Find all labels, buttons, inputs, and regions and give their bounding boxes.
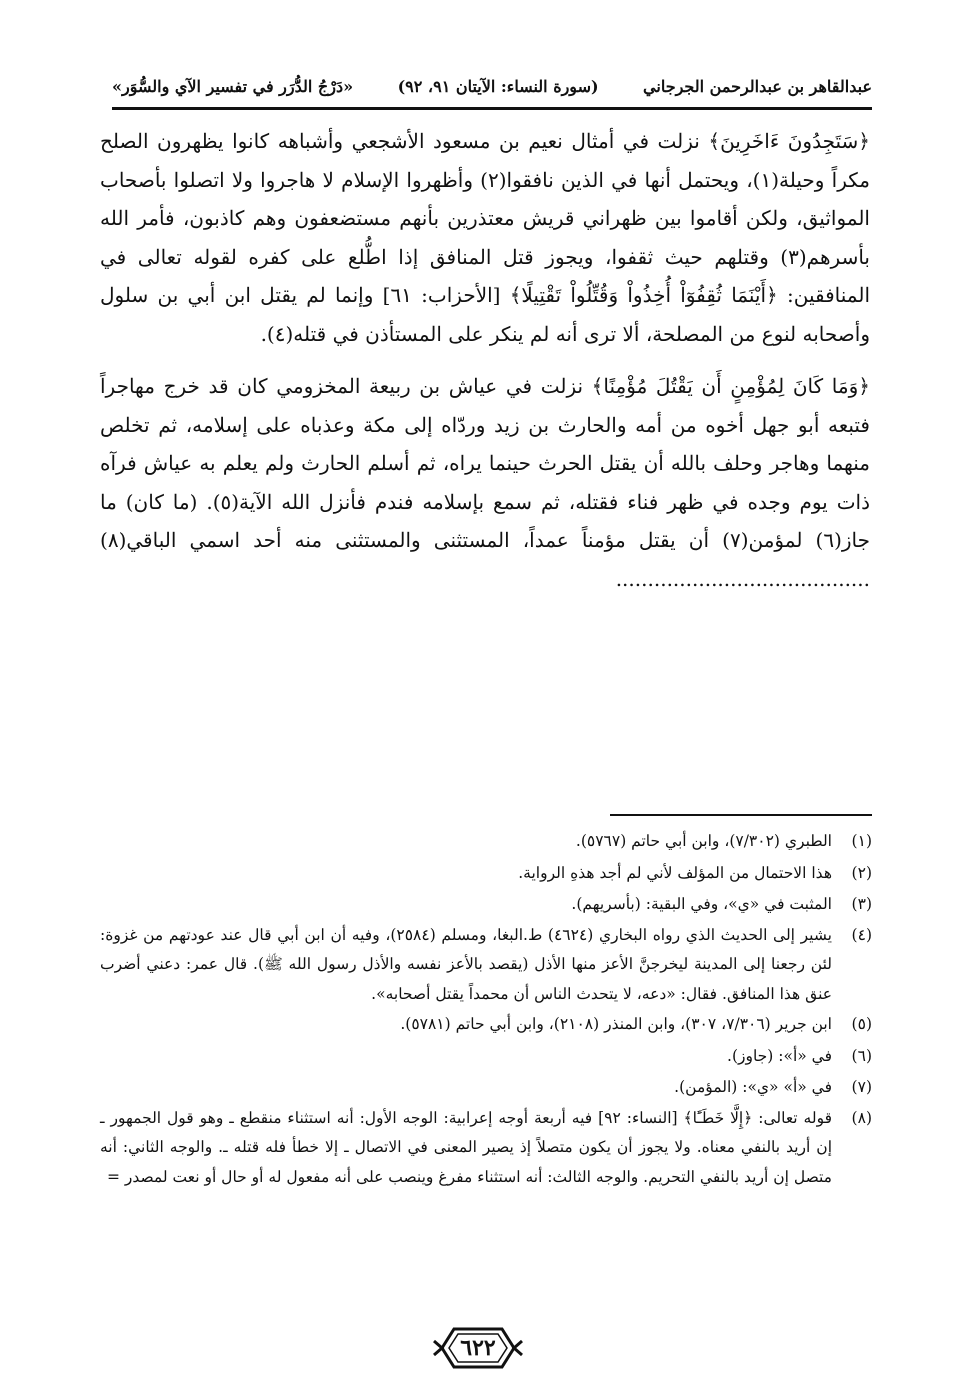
header-divider xyxy=(112,107,872,110)
paragraph: ﴿سَتَجِدُونَ ءَاخَرِينَ﴾ نزلت في أمثال نعيم بن مسعود الأشجعي وأشباهه كانوا يظهرون الصلح مكراً وحيلة(١)، ويحتمل أنها في الذين نافقوا(٢) وأظهروا الإسلام لا هاجروا ولا اتصلوا بأصحاب المواثيق، ولكن أقاموا بين ظهراني قريش معتذرين بأنهم مستضعفون وهم كاذبون، فأمر الله بأسرهم(٣) وقتلهم حيث ثقفوا، ويجوز قتل المنافق إذا اطُّلع على كفره لقوله تعالى في المنافقين: ﴿أَيْنَمَا ثُقِفُوٓاْ أُخِذُواْ وَقُتِّلُواْ تَقْتِيلًا﴾ [الأحزاب: ٦١] وإنما لم يقتل ابن أبي بن سلول وأصحابه لنوع من المصلحة، ألا ترى أنه لم ينكر على المستأذن في قتله(٤). xyxy=(100,129,870,346)
main-text xyxy=(100,122,870,598)
footnote-text: يشير إلى الحديث الذي رواه البخاري (٤٦٢٤) ط.البغا، ومسلم (٢٥٨٤)، وفيه أن ابن أبي قال عند عودتهم من غزوة: لئن رجعنا إلى المدينة ليخرجنَّ الأعز منها الأذل (يقصد بالأعز نفسه والأذل رسول الله ﷺ). قال عمر: دعني أضرب عنق هذا المنافق. فقال: «دعه، لا يتحدث الناس أن محمداً يقتل أصحابه». xyxy=(100,925,832,1003)
footnote-number: (١) xyxy=(851,832,872,850)
footnote-item xyxy=(100,1072,872,1104)
footnote-number: (٦) xyxy=(851,1046,872,1065)
footnote-item xyxy=(100,921,872,1010)
header-surah-verses: (سورة النساء: الآيتان ٩١، ٩٢) xyxy=(397,76,599,96)
header-author: عبدالقاهر بن عبدالرحمن الجرجاني xyxy=(643,76,872,96)
footnote-number: (٣) xyxy=(851,895,872,913)
footnote-text: ابن جرير (٧/٣٠٦، ٣٠٧)، وابن المنذر (٢١٠٨)، وابن أبي حاتم (٥٧٨١). xyxy=(400,1015,832,1033)
footnote-item xyxy=(100,889,872,921)
footnote-text: قوله تعالى: ﴿إِلَّا خَطَـًٔا﴾ [النساء: ٩٢] فيه أربعة أوجه إعرابية: الوجه الأول: أنه استثناء منقطع ـ وهو قول الجمهور ـ إن أريد بالنفي معناه. ولا يجوز أن يكون متصلاً إذ يصير المعنى في الاتصال ـ إلا خطأ فله قتله ـ. والوجه الثاني: أنه متصل إن أريد بالنفي التحريم. والوجه الثالث: أنه استثناء مفرغ وينصب على أنه مفعول له أو حال أو نعت لمصدر = xyxy=(100,1108,832,1186)
footnote-number: (٤) xyxy=(851,925,872,944)
footnote-divider xyxy=(610,814,872,816)
footnote-number: (٥) xyxy=(851,1015,872,1033)
footnotes xyxy=(100,826,872,1192)
running-header xyxy=(112,66,872,106)
page-number-ornament xyxy=(432,1323,524,1373)
footnote-text: الطبري (٧/٣٠٢)، وابن أبي حاتم (٥٧٦٧). xyxy=(575,832,832,850)
footnote-text: في «أ»: (جاوز). xyxy=(727,1046,832,1065)
footnote-item xyxy=(100,858,872,890)
footnote-item xyxy=(100,1104,872,1193)
footnote-number: (٨) xyxy=(851,1108,872,1127)
footnote-text: في «أ» «ي»: (المؤمن). xyxy=(674,1078,832,1096)
header-book-title: «دَرْجُ الدُّرَر في تفسير الآي والسُّوَر» xyxy=(112,76,354,96)
page-number: ٦٢٢ xyxy=(460,1335,496,1361)
footnote-item xyxy=(100,826,872,858)
footnote-item xyxy=(100,1009,872,1041)
footnote-number: (٢) xyxy=(851,863,872,882)
paragraph: ﴿وَمَا كَانَ لِمُؤْمِنٍ أَن يَقْتُلَ مُؤْمِنًا﴾ نزلت في عياش بن ربيعة المخزومي كان قد خرج مهاجراً فتبعه أبو جهل أخوه من أمه والحارث بن زيد وردّاه إلى مكة وعذباه على إسلامه، ثم تخلص منهما وهاجر وحلف بالله أن يقتل الحرث حينما يراه، ثم أسلم الحارث ولم يعلم به عياش فرآه ذات يوم وجده في ظهر فناء فقتله، ثم سمع بإسلامه فندم فأنزل الله الآية(٥). (ما كان) ما جاز(٦) لمؤمن(٧) أن يقتل مؤمناً عمداً، المستثنى والمستثنى منه أحد اسمي الباقي(٨) ........................................ xyxy=(100,374,870,591)
footnote-text: هذا الاحتمال من المؤلف لأني لم أجد هذهِ الرواية. xyxy=(518,863,832,882)
footnote-item xyxy=(100,1041,872,1073)
footnote-number: (٧) xyxy=(851,1078,872,1096)
footnote-text: المثبت في «ي»، وفي البقية: (بأسريهم). xyxy=(571,895,832,913)
